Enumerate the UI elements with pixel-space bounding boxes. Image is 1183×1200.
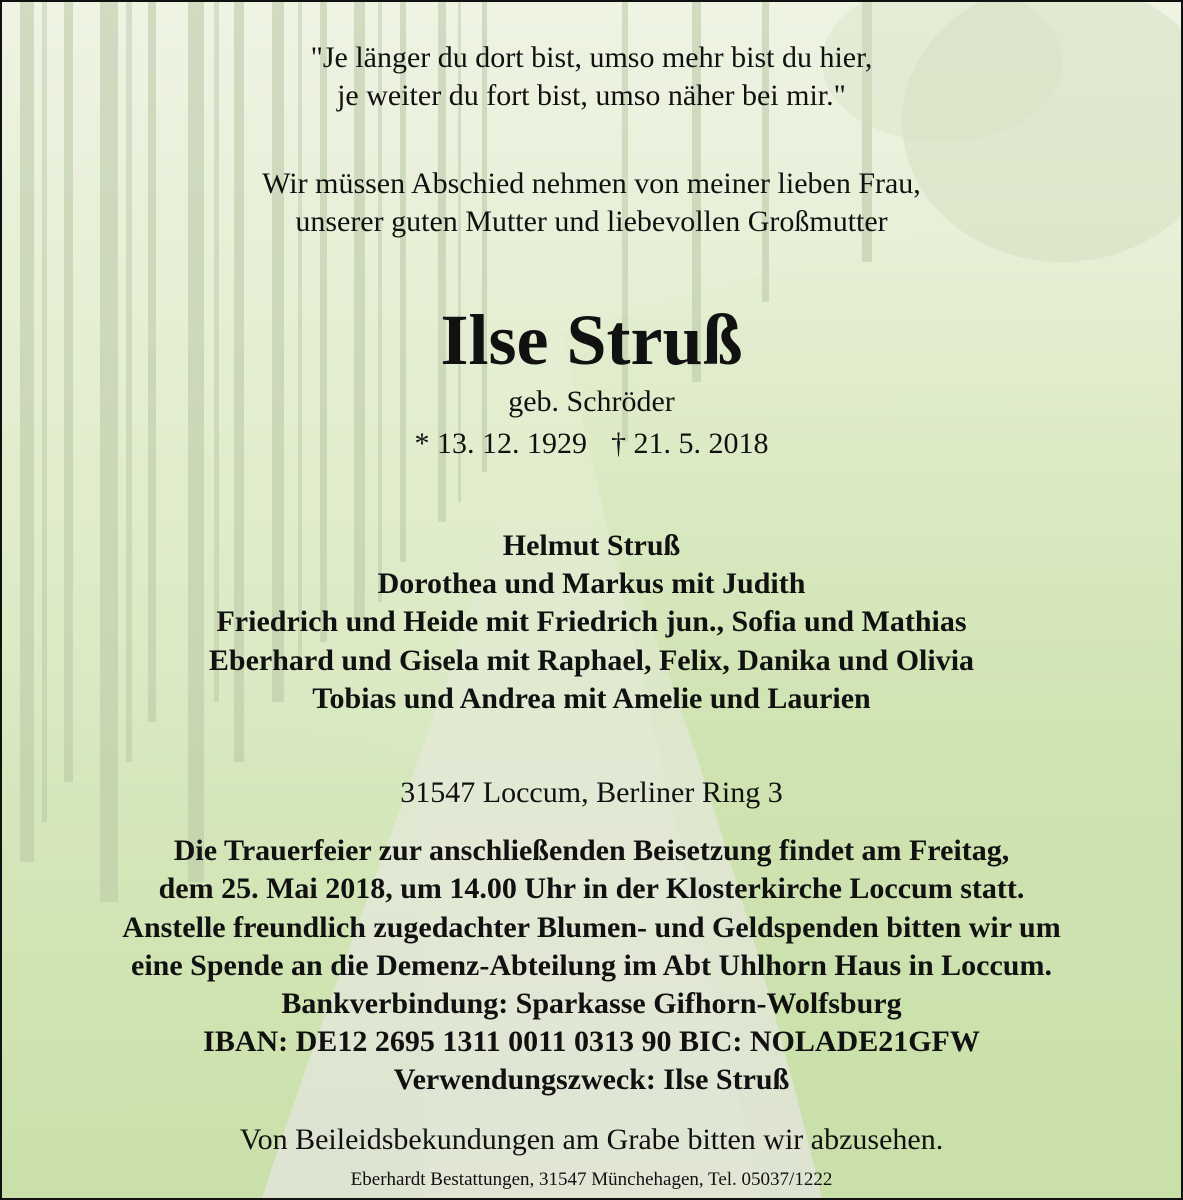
death-date: † 21. 5. 2018 [611, 427, 769, 460]
family-member-line: Friedrich und Heide mit Friedrich jun., Sofia und Mathias [216, 605, 967, 638]
family-member-line: Tobias und Andrea mit Amelie und Laurien [312, 682, 871, 715]
mourning-address: 31547 Loccum, Berliner Ring 3 [400, 776, 783, 809]
family-member-line: Eberhard und Gisela mit Raphael, Felix, Danika und Olivia [208, 644, 975, 677]
condolence-request: Von Beileidsbekundungen am Grabe bitten wir abzusehen. [239, 1123, 944, 1156]
memorial-quote-line-1: "Je länger du dort bist, umso mehr bist du hier, [310, 41, 873, 74]
service-info-line: Die Trauerfeier zur anschließenden Beisetzung findet am Freitag, [173, 834, 1010, 867]
service-info-line: dem 25. Mai 2018, um 14.00 Uhr in der Klosterkirche Loccum statt. [158, 872, 1025, 905]
deceased-name: Ilse Struß [440, 300, 743, 380]
donation-info-line: eine Spende an die Demenz-Abteilung im Abt Uhlhorn Haus in Loccum. [131, 949, 1052, 982]
family-member-line: Helmut Struß [502, 529, 681, 562]
payment-reference-line: Verwendungszweck: Ilse Struß [393, 1063, 790, 1096]
memorial-quote-line-2: je weiter du fort bist, umso näher bei mir." [337, 79, 846, 112]
iban-bic-line: IBAN: DE12 2695 1311 0011 0313 90 BIC: NOLADE21GFW [203, 1025, 980, 1058]
birth-date: * 13. 12. 1929 [414, 427, 587, 460]
undertaker-info: Eberhardt Bestattungen, 31547 Münchehagen, Tel. 05037/1222 [350, 1169, 833, 1190]
bank-name-line: Bankverbindung: Sparkasse Gifhorn-Wolfsburg [281, 987, 902, 1020]
maiden-name: geb. Schröder [508, 385, 675, 418]
family-member-line: Dorothea und Markus mit Judith [377, 567, 806, 600]
life-dates [2, 426, 1181, 462]
intro-line-2: unserer guten Mutter und liebevollen Großmutter [295, 205, 888, 238]
intro-line-1: Wir müssen Abschied nehmen von meiner lieben Frau, [262, 167, 921, 200]
donation-info-line: Anstelle freundlich zugedachter Blumen- und Geldspenden bitten wir um [122, 911, 1061, 944]
